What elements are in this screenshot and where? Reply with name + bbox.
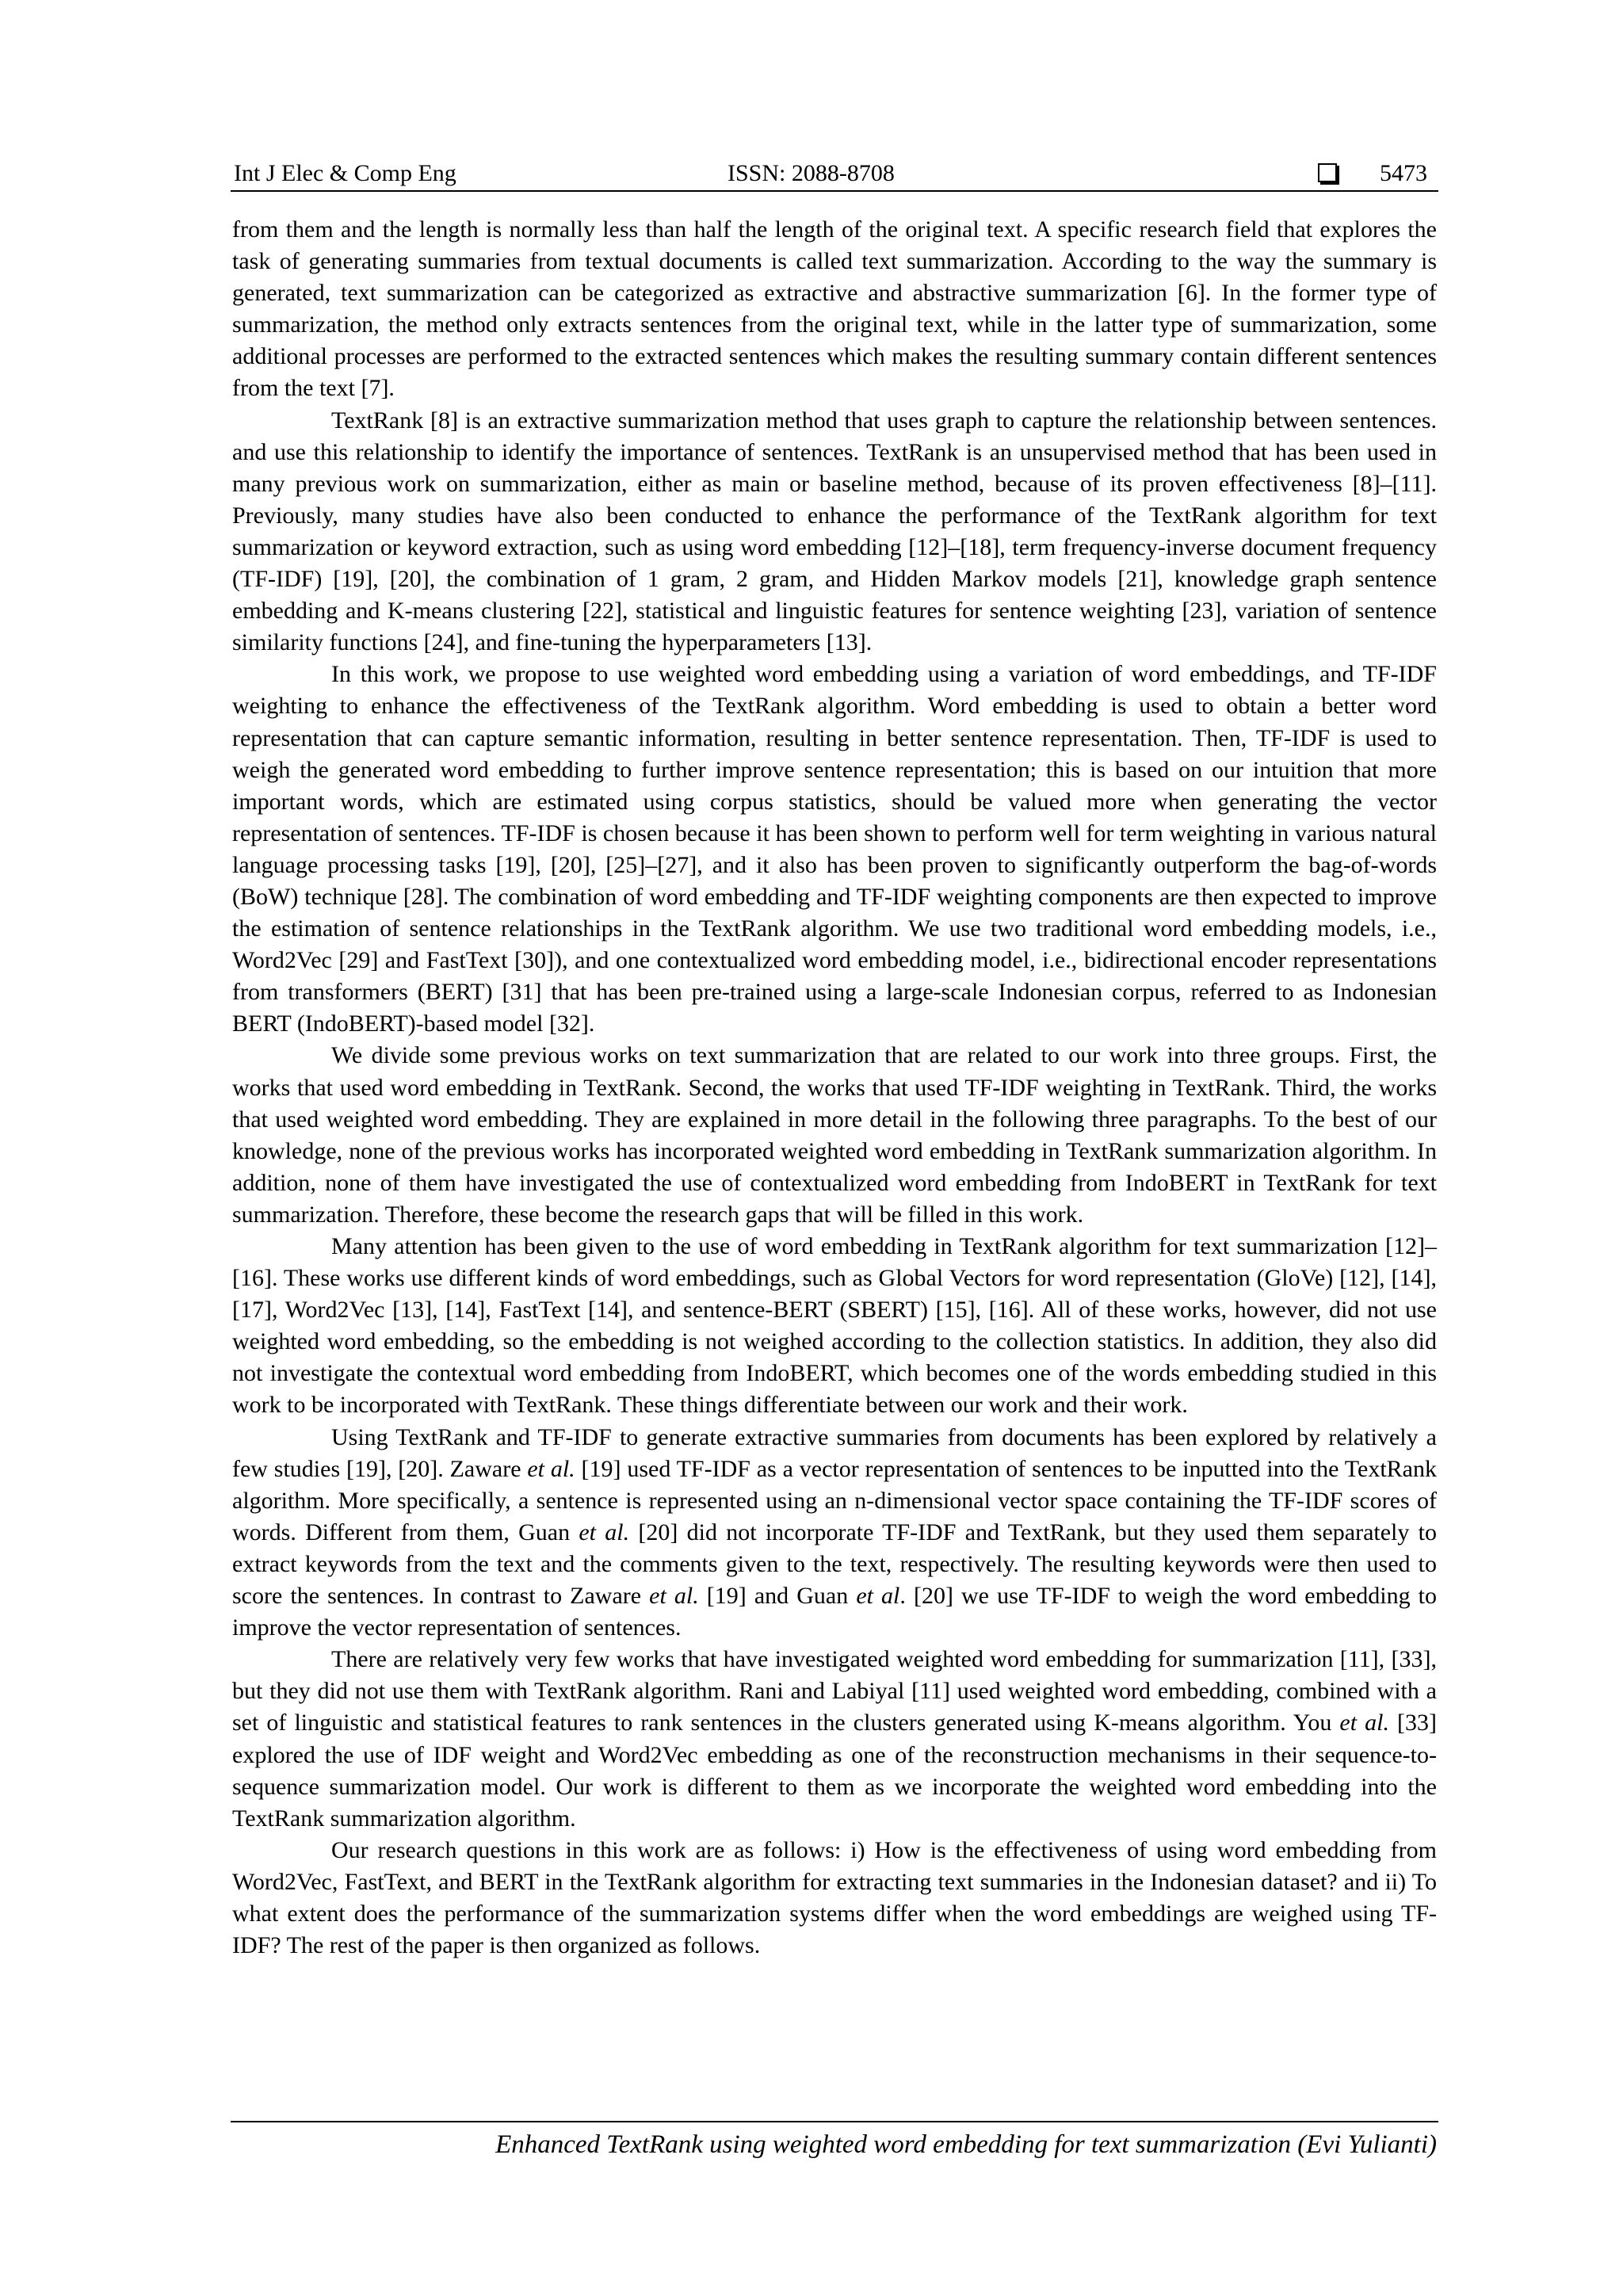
text-run: . [20] we use TF-IDF to weigh the word embedding to improve the vector representation of sentences. (232, 1583, 1437, 1641)
square-bullet-icon (1318, 163, 1337, 182)
italic-run: et al. (527, 1455, 575, 1482)
paragraph-7 (232, 1644, 1437, 1835)
page-number: 5473 (1380, 160, 1427, 186)
text-run: Many attention has been given to the use of word embedding in TextRank algorithm for text summarization [12]–[16]. These works use different kinds of word embeddings, such as Global Vectors for word representation (GloVe) [12], [14], [17], Word2Vec [13], [14], FastText [14], and sentence-BERT (SBERT) [15], [16]. All of these works, however, did not use weighted word embedding, so the embedding is not weighed according to the collection statistics. In addition, they also did not investigate the contextual word embedding from IndoBERT, which becomes one of the words embedding studied in this work to be incorporated with TextRank. These things differentiate between our work and their work. (232, 1233, 1437, 1419)
text-run: Our research questions in this work are as follows: i) How is the effectiveness of using word embedding from Word2Vec, FastText, and BERT in the TextRank algorithm for extracting text summaries in the Indonesian dataset? and ii) To what extent does the performance of the summarization systems differ when the word embeddings are weighed using TF-IDF? The rest of the paper is then organized as follows. (232, 1836, 1437, 1959)
text-run: TextRank [8] is an extractive summarization method that uses graph to capture the relationship between sentences. and use this relationship to identify the importance of sentences. TextRank is an unsupervised method that has been used in many previous work on summarization, either as main or baseline method, because of its proven effectiveness [8]–[11]. Previously, many studies have also been conducted to enhance the performance of the TextRank algorithm for text summarization or keyword extraction, such as using word embedding [12]–[18], term frequency-inverse document frequency (TF-IDF) [19], [20], the combination of 1 gram, 2 gram, and Hidden Markov models [21], knowledge graph sentence embedding and K-means clustering [22], statistical and linguistic features for sentence weighting [23], variation of sentence similarity functions [24], and fine-tuning the hyperparameters [13]. (232, 407, 1437, 656)
paragraph-2 (232, 405, 1437, 659)
running-title: Enhanced TextRank using weighted word embedding for text summarization (Evi Yulianti) (495, 2130, 1437, 2159)
italic-run: et al. (579, 1519, 630, 1545)
paragraph-1 (232, 214, 1437, 405)
footer-rule (231, 2121, 1438, 2122)
issn: ISSN: 2088-8708 (727, 160, 895, 186)
journal-name: Int J Elec & Comp Eng (234, 160, 456, 186)
italic-run: et al. (1339, 1710, 1389, 1736)
paragraph-6 (232, 1422, 1437, 1645)
body-text (232, 214, 1437, 1962)
text-run: [20] did not incorporate TF-IDF and TextRank, but they used them separately to extract keywords from the text and the comments given to the text, respectively. The resulting keywords were then used to score the sentences. In contrast to Zaware (232, 1519, 1437, 1610)
italic-run: et al (856, 1583, 900, 1610)
text-run: There are relatively very few works that have investigated weighted word embedding for summarization [11], [33], but they did not use them with TextRank algorithm. Rani and Labiyal [11] used weighted word embedding, combined with a set of linguistic and statistical features to rank sentences in the clusters generated using K-means algorithm. You (232, 1646, 1437, 1736)
page-header (231, 157, 1438, 192)
text-run: [19] and Guan (698, 1583, 857, 1610)
paragraph-5 (232, 1231, 1437, 1422)
text-run: from them and the length is normally less than half the length of the original text. A specific research field that explores the task of generating summaries from textual documents is called text summarization. According to the way the summary is generated, text summarization can be categorized as extractive and abstractive summarization [6]. In the former type of summarization, the method only extracts sentences from the original text, while in the latter type of summarization, some additional processes are performed to the extracted sentences which makes the resulting summary contain different sentences from the text [7]. (232, 216, 1437, 402)
text-run: We divide some previous works on text summarization that are related to our work into three groups. First, the works that used word embedding in TextRank. Second, the works that used TF-IDF weighting in TextRank. Third, the works that used weighted word embedding. They are explained in more detail in the following three paragraphs. To the best of our knowledge, none of the previous works has incorporated weighted word embedding in TextRank summarization algorithm. In addition, none of them have investigated the use of contextualized word embedding from IndoBERT in TextRank for text summarization. Therefore, these become the research gaps that will be filled in this work. (232, 1042, 1437, 1228)
text-run: [19] used TF-IDF as a vector representation of sentences to be inputted into the TextRank algorithm. More specifically, a sentence is represented using an n-dimensional vector space containing the TF-IDF scores of words. Different from them, Guan (232, 1455, 1437, 1545)
paragraph-3 (232, 659, 1437, 1040)
paragraph-8 (232, 1835, 1437, 1962)
italic-run: et al. (649, 1583, 699, 1610)
text-run: [33] explored the use of IDF weight and Word2Vec embedding as one of the reconstruction mechanisms in their sequence-to-sequence summarization model. Our work is different to them as we incorporate the weighted word embedding into the TextRank summarization algorithm. (232, 1710, 1437, 1832)
paragraph-4 (232, 1040, 1437, 1231)
text-run: Using TextRank and TF-IDF to generate extractive summaries from documents has been explored by relatively a few studies [19], [20]. Zaware (232, 1423, 1437, 1482)
text-run: In this work, we propose to use weighted word embedding using a variation of word embeddings, and TF-IDF weighting to enhance the effectiveness of the TextRank algorithm. Word embedding is used to obtain a better word representation that can capture semantic information, resulting in better sentence representation. Then, TF-IDF is used to weigh the generated word embedding to further improve sentence representation; this is based on our intuition that more important words, which are estimated using corpus statistics, should be valued more when generating the vector representation of sentences. TF-IDF is chosen because it has been shown to perform well for term weighting in various natural language processing tasks [19], [20], [25]–[27], and it also has been proven to significantly outperform the bag-of-words (BoW) technique [28]. The combination of word embedding and TF-IDF weighting components are then expected to improve the estimation of sentence relationships in the TextRank algorithm. We use two traditional word embedding models, i.e., Word2Vec [29] and FastText [30]), and one contextualized word embedding model, i.e., bidirectional encoder representations from transformers (BERT) [31] that has been pre-trained using a large-scale Indonesian corpus, referred to as Indonesian BERT (IndoBERT)-based model [32]. (232, 661, 1437, 1037)
